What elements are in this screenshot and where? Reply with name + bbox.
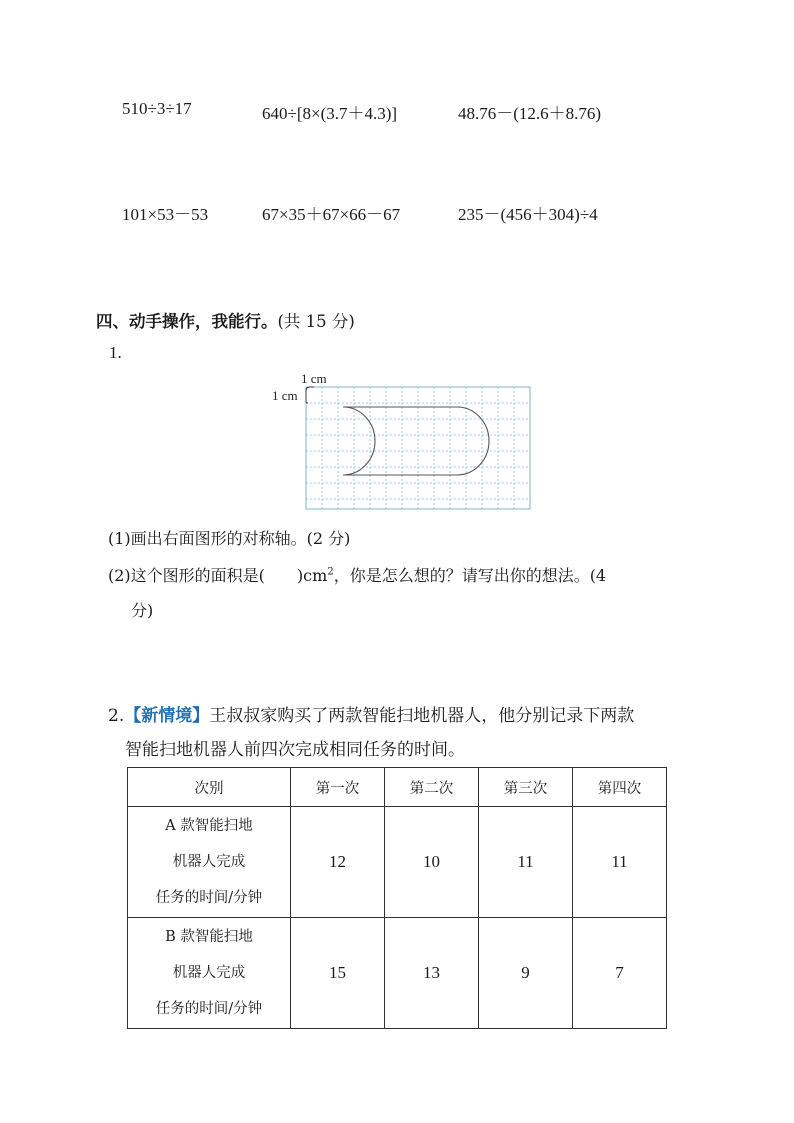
table-header-cell: 第四次 [573, 768, 667, 807]
section-score: (共 15 分) [277, 312, 355, 331]
question-2-text-1: 王叔叔家购买了两款智能扫地机器人，他分别记录下两款 [209, 706, 635, 726]
table-cell: 13 [385, 918, 479, 1029]
unit-bracket [306, 387, 314, 403]
part-2-unit: )cm [296, 566, 328, 585]
table-cell: 11 [573, 807, 667, 918]
table-cell: 11 [479, 807, 573, 918]
shape-outline [343, 407, 489, 475]
expression-4: 101×53－53 [122, 205, 209, 224]
question-1-part-2-continued: 分) [131, 601, 154, 620]
question-2-number: 2. [108, 706, 125, 726]
question-2-line-1 [108, 701, 634, 726]
expression-5: 67×35＋67×66－67 [262, 205, 401, 224]
unit-label-top: 1 cm [301, 371, 327, 386]
expression-6: 235－(456＋304)÷4 [458, 205, 598, 224]
section-title-text: 四、动手操作，我能行。 [96, 312, 278, 331]
grid-figure [270, 368, 540, 518]
part-2-prefix: (2)这个图形的面积是( [108, 566, 265, 585]
grid-lines [306, 387, 530, 509]
table-cell: 12 [291, 807, 385, 918]
row-label: A 款智能扫地 机器人完成 任务的时间/分钟 [128, 807, 291, 918]
answer-blank[interactable] [265, 566, 297, 585]
table-header-cell: 第二次 [385, 768, 479, 807]
section-title [96, 308, 355, 332]
expression-1: 510÷3÷17 [122, 99, 192, 118]
table-header-row [128, 768, 667, 807]
expression-2: 640÷[8×(3.7＋4.3)] [262, 104, 398, 123]
timing-table [127, 767, 667, 1029]
expression-3: 48.76－(12.6＋8.76) [458, 104, 602, 123]
table-cell: 10 [385, 807, 479, 918]
table-cell: 9 [479, 918, 573, 1029]
question-1-number: 1. [109, 343, 122, 362]
table-header-cell: 第一次 [291, 768, 385, 807]
question-2-line-2: 智能扫地机器人前四次完成相同任务的时间。 [125, 740, 465, 760]
question-1-part-1: (1)画出右面图形的对称轴。(2 分) [108, 529, 351, 548]
part-2-suffix: ，你是怎么想的？请写出你的想法。(4 [333, 566, 607, 585]
table-cell: 15 [291, 918, 385, 1029]
question-1-part-2 [108, 563, 606, 586]
row-label: B 款智能扫地 机器人完成 任务的时间/分钟 [128, 918, 291, 1029]
unit-superscript: 2 [327, 566, 334, 578]
new-context-tag: 【新情境】 [124, 706, 210, 726]
table-row [128, 918, 667, 1029]
table-row [128, 807, 667, 918]
table-header-cell: 次别 [128, 768, 291, 807]
table-cell: 7 [573, 918, 667, 1029]
table-header-cell: 第三次 [479, 768, 573, 807]
unit-label-left: 1 cm [272, 388, 298, 403]
